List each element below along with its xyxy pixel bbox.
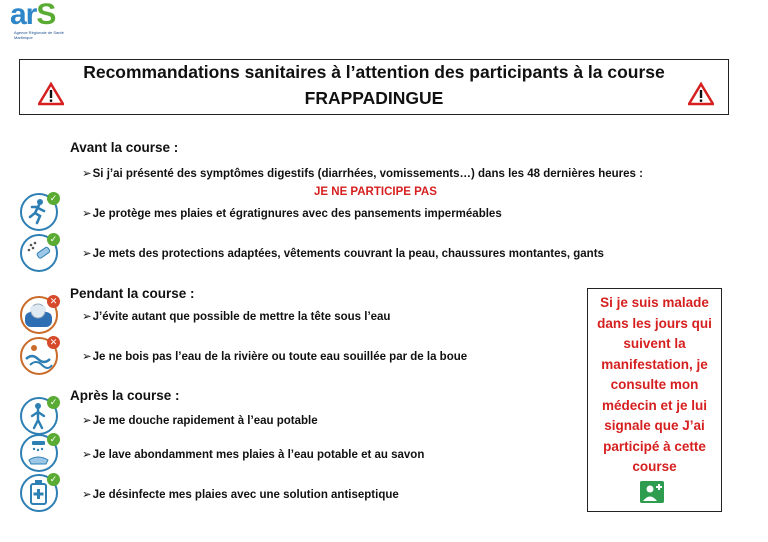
shower-icon [20, 397, 58, 435]
check-badge-icon: ✓ [47, 192, 60, 205]
cross-badge-icon: ✕ [47, 336, 60, 349]
hand-washing-icon [20, 434, 58, 472]
before-item-symptoms: ➢Si j’ai présenté des symptômes digestifs (diarrhées, vomissements…) dans les 48 dernières heures : [82, 168, 643, 180]
before-item-bandages: ➢Je protège mes plaies et égratignures avec des pansements imperméables [82, 208, 502, 220]
title-box [19, 59, 729, 115]
section-heading-before: Avant la course : [70, 140, 179, 155]
section-heading-during: Pendant la course : [70, 286, 195, 301]
protective-gear-icon [20, 234, 58, 272]
logo-wordmark: arS [10, 0, 56, 31]
check-badge-icon: ✓ [47, 473, 60, 486]
do-not-participate-warning: JE NE PARTICIPE PAS [314, 186, 437, 198]
drinking-river-water-icon [20, 337, 58, 375]
antiseptic-bottle-icon [20, 474, 58, 512]
ars-logo [8, 0, 88, 44]
after-item-wash-wounds: ➢Je lave abondamment mes plaies à l’eau potable et au savon [82, 449, 425, 461]
page-title: Recommandations sanitaires à l’attention des participants à la course [83, 62, 665, 82]
section-heading-after: Après la course : [70, 388, 180, 403]
warning-triangle-icon [38, 82, 64, 106]
medical-advice-text: Si je suis malade dans les jours qui suivent la manifestation, je consulte mon médecin et je lui signale que J’ai participé à cette course [597, 295, 712, 474]
cross-badge-icon: ✕ [47, 295, 60, 308]
after-item-shower: ➢Je me douche rapidement à l’eau potable [82, 415, 318, 427]
check-badge-icon: ✓ [47, 396, 60, 409]
medical-advice-box [587, 288, 722, 512]
doctor-icon [640, 481, 664, 503]
check-badge-icon: ✓ [47, 233, 60, 246]
logo-subtitle: Agence Régionale de Santé Martinique [14, 30, 64, 40]
event-name: FRAPPADINGUE [304, 88, 444, 108]
check-badge-icon: ✓ [47, 433, 60, 446]
after-item-disinfect: ➢Je désinfecte mes plaies avec une solution antiseptique [82, 489, 399, 501]
during-item-no-drinking: ➢Je ne bois pas l’eau de la rivière ou toute eau souillée par de la boue [82, 351, 468, 363]
running-athlete-icon [20, 193, 58, 231]
warning-triangle-icon [688, 82, 714, 106]
head-underwater-icon [20, 296, 58, 334]
before-item-protection: ➢Je mets des protections adaptées, vêtements couvrant la peau, chaussures montantes, gants [82, 248, 604, 260]
during-item-head-under-water: ➢J’évite autant que possible de mettre la tête sous l’eau [82, 311, 391, 323]
